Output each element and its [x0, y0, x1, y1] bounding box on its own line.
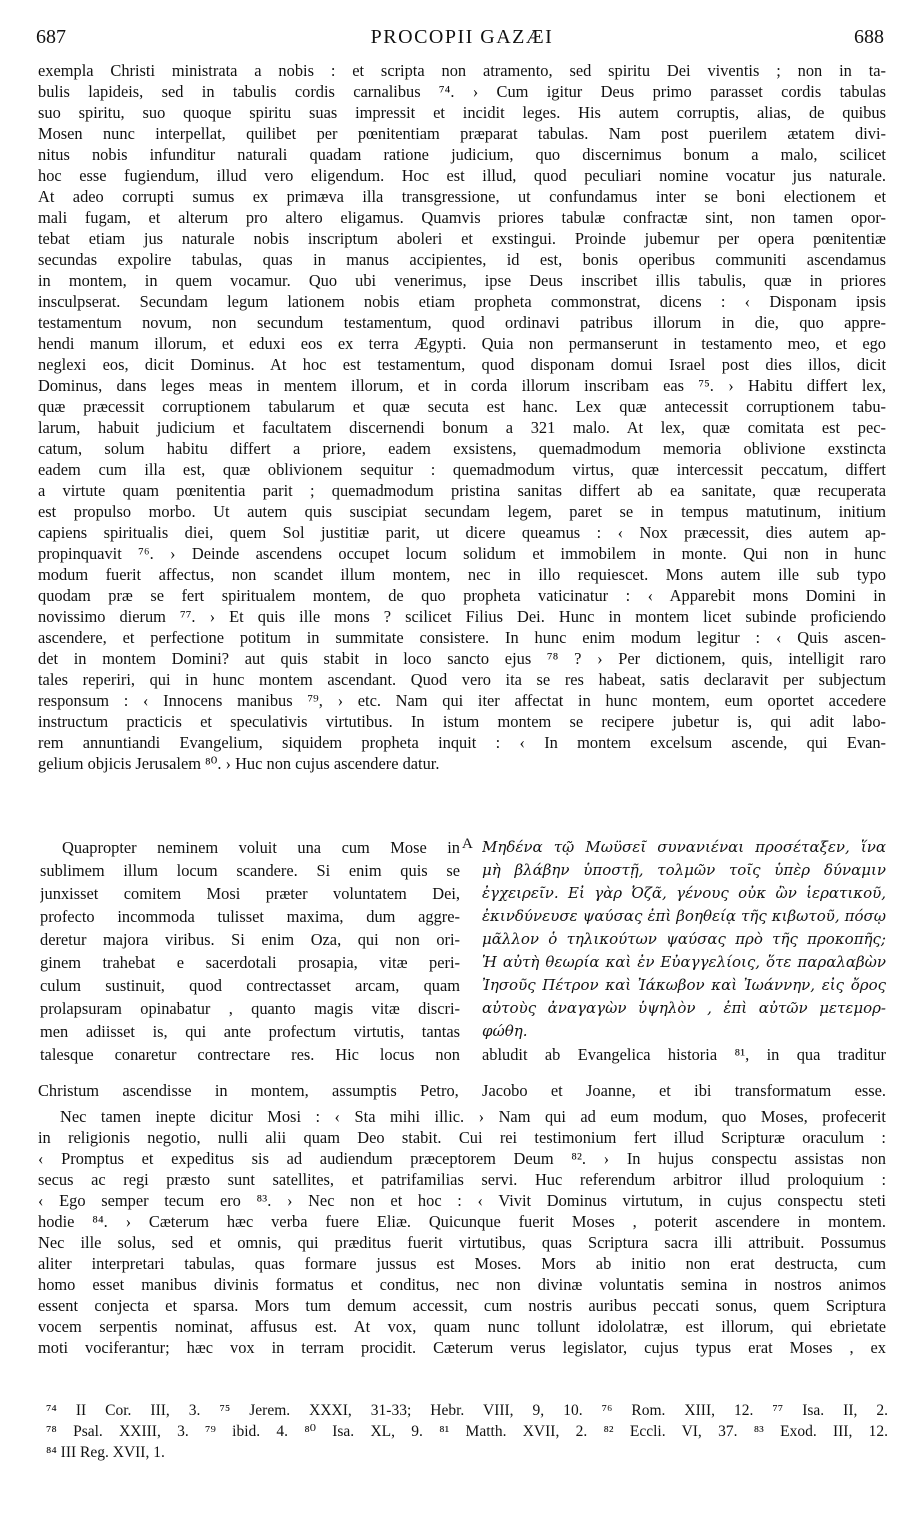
text-line: eadem cum illa est, quæ oblivionem sequitur : quemadmodum virtus, quæ intercessit peccatum, differt	[38, 460, 886, 479]
footnote-line: ⁷⁴ II Cor. III, 3. ⁷⁵ Jerem. XXXI, 31-33; Hebr. VIII, 9, 10. ⁷⁶ Rom. XIII, 12. ⁷⁷ Isa. II, 2.	[46, 1402, 888, 1419]
page-number-left: 687	[36, 26, 66, 48]
text-line: novissimo dierum ⁷⁷. › Et quis ille mons ? scilicet Filius Dei. Hunc in montem licet subinde proficiendo	[38, 607, 886, 626]
greek-line: Μηδένα τῷ Μωϋσεῖ συνανιέναι προσέταξεν, ἵνα	[482, 838, 886, 856]
text-line: Nec ille solus, sed et omnis, qui præditus fuerit virtutibus, quas Scriptura sacra illi attribuit. Possumus	[38, 1233, 886, 1252]
text-line: culum sustinuit, quod contrectasset arcam, quam	[40, 976, 460, 995]
text-line: modum fuerit affectus, non scandet illum montem, nec in illo requiescet. Mons autem ille sub typo	[38, 565, 886, 584]
greek-column	[482, 836, 886, 1066]
text-line: nitus nobis infunditur naturali quadam ratione judicium, quo discernimus bonum a malo, scilicet	[38, 145, 886, 164]
text-line: gelium objicis Jerusalem ⁸⁰. › Huc non cujus ascendere datur.	[38, 754, 440, 773]
greek-line: φώθη.	[482, 1022, 528, 1040]
greek-line: μᾶλλον ὁ τηλικούτων ψαύσας πρὸ τῆς προκοπῆς;	[482, 930, 886, 948]
text-line: quæ præcessit corruptionem tabularum et quæ secuta est hanc. Lex quæ antecessit corruptionem tabu-	[38, 397, 886, 416]
text-line: sublimem illum locum scandere. Si enim quis se	[40, 861, 460, 880]
text-line: catum, solum habitu differt a priore, eadem exsistens, quemadmodum memoria oblivione exstincta	[38, 439, 886, 458]
latin-column	[40, 836, 460, 1066]
greek-line: ἐκινδύνευσε ψαύσας ἐπὶ βοηθείᾳ τῆς κιβωτοῦ, πόσῳ	[482, 907, 886, 925]
running-title: PROCOPII GAZÆI	[370, 26, 554, 48]
footnote-line: ⁷⁸ Psal. XXIII, 3. ⁷⁹ ibid. 4. ⁸⁰ Isa. XL, 9. ⁸¹ Matth. XVII, 2. ⁸² Eccli. VI, 37. ⁸³ Exod. III, 12.	[46, 1423, 888, 1440]
text-line: Nec tamen inepte dicitur Mosi : ‹ Sta mihi illic. › Nam qui ad eum modum, quo Moses, profecerit	[60, 1107, 886, 1126]
text-line: responsum : ‹ Innocens manibus ⁷⁹, › etc. Nam qui iter affectat in hunc montem, eum oportet accedere	[38, 691, 886, 710]
greek-line: αὐτοὺς ἀναγαγὼν ὑψηλὸν , ἐπὶ αὐτῶν μετεμορ-	[482, 999, 886, 1017]
text-line: a virtute quam pœnitentia parit ; quemadmodum pristina sanitas differt ab ea sanitate, quæ recuperata	[38, 481, 886, 500]
text-line: profecto incommoda tulisset maxima, dum aggre-	[40, 907, 460, 926]
text-line: capiens spiritualis diei, quem Sol justitiæ parit, ut dicere queamus : ‹ Nox præcessit, dies autem ap-	[38, 523, 886, 542]
text-line: det in montem Domini? aut quis stabit in loco sancto ejus ⁷⁸ ? › Per dictionem, quis, intelligit raro	[38, 649, 886, 668]
text-line: vocem serpentis nominat, affusus est. At vox, quam nunc tollunt idololatræ, est illorum, qui ebrietate	[38, 1317, 886, 1336]
text-line: exempla Christi ministrata a nobis : et scripta non atramento, sed spiritu Dei viventis ; non in ta-	[38, 61, 886, 80]
text-line: propinquavit ⁷⁶. › Deinde ascendens occupet locum solidum et immobilem in monte. Qui non in hunc	[38, 544, 886, 563]
text-line: junxisset comitem Mosi præter voluntatem Dei,	[40, 884, 460, 903]
text-line: Dominus, dans leges meas in mentem illorum, et in corda illorum inscribam eas ⁷⁵. › Habitu differt lex,	[38, 376, 886, 395]
full-width-line	[38, 1080, 886, 1101]
greek-line: μὴ βλάβην ὑποστῇ, τολμῶν τοῖς ὑπὲρ δύναμιν	[482, 861, 886, 879]
text-line: in montem, in quem vocamur. Quo ubi venerimus, ipse Deus inscribet illis tabulis, quæ in priores	[38, 271, 886, 290]
text-line: rem annuntiandi Evangelium, siquidem propheta inquit : ‹ In montem excelsum ascende, qui Evan-	[38, 733, 886, 752]
page-number-right: 688	[854, 26, 884, 48]
text-line: est propulso morbo. Ut autem quis suscipiat secundam legem, paret se in tempus matutinum, initium	[38, 502, 886, 521]
text-line: tebat etiam jus naturale nobis inscriptum aboleri et exstingui. Proinde jubemur per opera pœnitentiæ	[38, 229, 886, 248]
text-line: essent conjecta et sparsa. Mors tum demum accessit, cum nostris auribus peccati sonus, quem Scriptura	[38, 1296, 886, 1315]
text-line: mali fugam, et alterum pro altero eligamus. Quamvis priores tabulæ confractæ sint, non tamen opor-	[38, 208, 886, 227]
text-line: talesque conaretur contrectare res. Hic locus non	[40, 1045, 460, 1064]
text-line: bulis lapideis, sed in tabulis cordis carnalibus ⁷⁴. › Cum igitur Deus primo parasset cordis tabulas	[38, 82, 886, 101]
text-line: hodie ⁸⁴. › Cæterum hæc verba fuere Eliæ. Quicunque fuerit Moses , poterit ascendere in montem.	[38, 1212, 886, 1231]
greek-line: ἐγχειρεῖν. Εἰ γὰρ Ὀζᾶ, γένους οὐκ ὢν ἱερατικοῦ,	[482, 884, 886, 902]
text-line: moti vociferantur; hæc vox in terram procidit. Cæterum verus legislator, cujus typus erat Moses , ex	[38, 1338, 886, 1357]
text-line: larum, habuit judicium et facultatem discernendi bonum a 321 malo. At lex, quæ comitata est pec-	[38, 418, 886, 437]
text-line: neglexi eos, dicit Dominus. At hoc est testamentum, quod disponam domui Israel post dies illos, dicit	[38, 355, 886, 374]
text-line: instructum practicis et speculativis virtutibus. In istum montem se recipere jubetur is, qui adit labo-	[38, 712, 886, 731]
text-line: prolapsuram opinabatur , quanto magis vitæ discri-	[40, 999, 460, 1018]
text-line: ‹ Promptus et expeditus sis ad audiendum præceptorem Deum ⁸². › In hujus conspectu assistas non	[38, 1149, 886, 1168]
greek-line: Ἰησοῦς Πέτρον καὶ Ἰάκωβον καὶ Ἰωάννην, εἰς ὄρος	[482, 976, 886, 994]
text-line: Christum ascendisse in montem, assumptis Petro, Jacobo et Joanne, et ibi transformatum esse.	[38, 1081, 886, 1100]
text-line: aliter interpretari tabulas, quas formare jussus est Moses. Mors ab initio non erat destructa, cum	[38, 1254, 886, 1273]
text-line: suo spiritu, suo quoque spiritu suas impressit et incidit leges. His autem corruptis, alias, de quibus	[38, 103, 886, 122]
footnote-line: ⁸⁴ III Reg. XVII, 1.	[46, 1444, 165, 1461]
text-line: in religionis negotio, nulli alii quam Deo stabit. Cui rei testimonium fert illud Scripturæ oraculum :	[38, 1128, 886, 1147]
text-line: deretur majora viribus. Si enim Oza, qui non ori-	[40, 930, 460, 949]
text-line: secundas expolire tabulas, quas in manus accipientes, id est, bonis operibus communiti ascendamus	[38, 250, 886, 269]
second-paragraph	[38, 1106, 886, 1358]
text-line: ginem trahebat e sacerdotali prosapia, vitæ peri-	[40, 953, 460, 972]
text-line: secus ac regi præsto sunt satellites, et patrifamilias servi. Huc referendum arbitror illud proloquium :	[38, 1170, 886, 1189]
text-line: testamentum novum, non secundum testamentum, quod ordinavi patribus illorum in die, quo appre-	[38, 313, 886, 332]
text-line: tales reperiri, qui in hunc montem ascendant. Quod vero ita se res habeat, satis declaravit per subjectum	[38, 670, 886, 689]
text-line: Quapropter neminem voluit una cum Mose in	[62, 838, 460, 857]
main-text	[38, 60, 886, 774]
text-line: ascendere, et perfectione potitum in summitate consistere. In hunc enim modum legitur : ‹ Quis ascen-	[38, 628, 886, 647]
column-marker: A	[462, 836, 473, 852]
greek-line: Ἡ αὐτὴ θεωρία καὶ ἐν Εὐαγγελίοις, ὅτε παραλαβὼν	[482, 953, 886, 971]
text-line: quodam præ se fert spiritualem montem, de quo propheta vaticinatur : ‹ Apparebit mons Domini in	[38, 586, 886, 605]
footnotes	[46, 1400, 888, 1463]
text-line: At adeo corrupti sumus ex primæva illa transgressione, ut confundamus inter se boni electionem et	[38, 187, 886, 206]
page-header	[0, 26, 924, 56]
text-line: Mosen nunc interpellat, quilibet per pœnitentiam præparat tabulas. Nam post puerilem ætatem divi-	[38, 124, 886, 143]
text-line: hoc esse fugiendum, illud vero eligendum. Hoc est illud, quod peculiari nomine vocatur jus naturale.	[38, 166, 886, 185]
text-line: men adiisset is, qui ante profectum virtutis, tantas	[40, 1022, 460, 1041]
text-line: hendi manum illorum, et eduxi eos ex terra Ægypti. Quia non permanserunt in testamento meo, et ego	[38, 334, 886, 353]
text-line: insculpserat. Secundam legum lationem nobis etiam propheta commonstrat, dicens : ‹ Disponam ipsis	[38, 292, 886, 311]
text-line: abludit ab Evangelica historia ⁸¹, in qua traditur	[482, 1045, 886, 1064]
text-line: homo esset manibus divinis formatus et conditus, nec non divinæ voluntatis semina in nostros animos	[38, 1275, 886, 1294]
text-line: ‹ Ego semper tecum ero ⁸³. › Nec non et hoc : ‹ Vivit Dominus virtutum, in cujus conspectu steti	[38, 1191, 886, 1210]
